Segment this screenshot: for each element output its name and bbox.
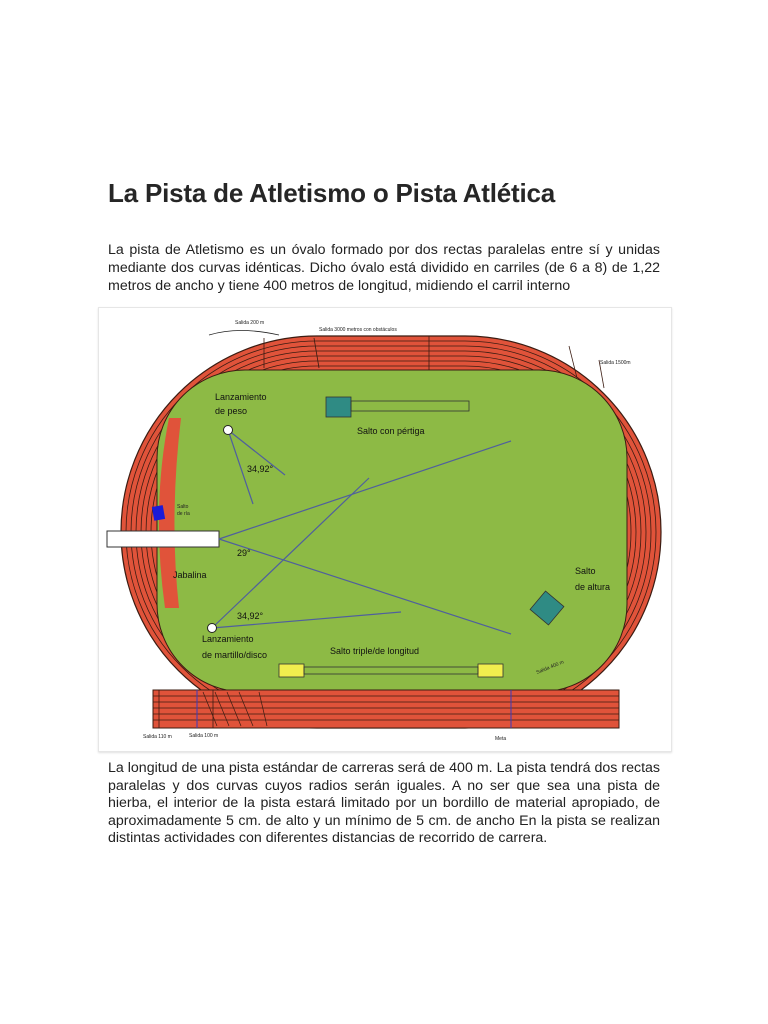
jump-pit	[279, 664, 304, 677]
label-salida-400: Salida 400 m	[535, 659, 565, 676]
label-salto-ria: de ría	[177, 511, 190, 517]
body-paragraph: La longitud de una pista estándar de carreras será de 400 m. La pista tendrá dos rectas paralelas y dos curvas cuyos radios serán iguales. A no ser que sea una pista de hierba, el interior de la pista estará limitado por un bordillo de material apropiado, de aproximadamente 5 cm. de alto y un mínimo de 5 cm. de ancho En la pista se realizan distintas actividades con diferentes distancias de recorrido de carrera.	[108, 760, 660, 847]
label-salida-100: Salida 100 m	[189, 733, 219, 739]
label-salida-3000: Salida 3000 metros con obstáculos	[319, 327, 397, 333]
javelin-runway	[107, 531, 219, 547]
label-lanzamiento-peso: Lanzamiento	[215, 392, 267, 402]
label-meta: Meta	[495, 736, 507, 742]
start-arrow	[209, 331, 279, 336]
label-lanzamiento-martillo: Lanzamiento	[202, 634, 254, 644]
label-jabalina: Jabalina	[173, 570, 207, 580]
hammer-circle	[208, 624, 217, 633]
intro-paragraph: La pista de Atletismo es un óvalo formado por dos rectas paralelas entre sí y unidas mediante dos curvas idénticas. Dicho óvalo está dividido en carriles (de 6 a 8) de 1,22 metros de ancho y tiene 400 metros de longitud, midiendo el carril interno	[108, 242, 660, 294]
shot-put-circle	[224, 426, 233, 435]
label-salida-200: Salida 200 m	[235, 320, 265, 326]
page-title: La Pista de Atletismo o Pista Atlética	[108, 178, 556, 208]
label-salto-altura: de altura	[575, 582, 611, 592]
label-salto-ria: Salto	[177, 504, 189, 510]
label-salto-altura: Salto	[575, 566, 596, 576]
label-angle-peso: 34,92°	[247, 464, 274, 474]
label-salida-110: Salida 110 m	[143, 734, 172, 740]
label-angle-martillo: 34,92°	[237, 611, 264, 621]
track-diagram	[98, 307, 672, 752]
label-angle-jabalina: 29°	[237, 548, 251, 558]
label-salto-triple: Salto triple/de longitud	[330, 646, 420, 656]
label-salida-1500: Salida 1500m	[600, 360, 631, 366]
jump-pit	[478, 664, 503, 677]
label-lanzamiento-peso: de peso	[215, 406, 248, 416]
label-salto-pertiga: Salto con pértiga	[357, 426, 425, 436]
label-lanzamiento-martillo: de martillo/disco	[202, 650, 268, 660]
pole-vault-box	[326, 397, 351, 417]
